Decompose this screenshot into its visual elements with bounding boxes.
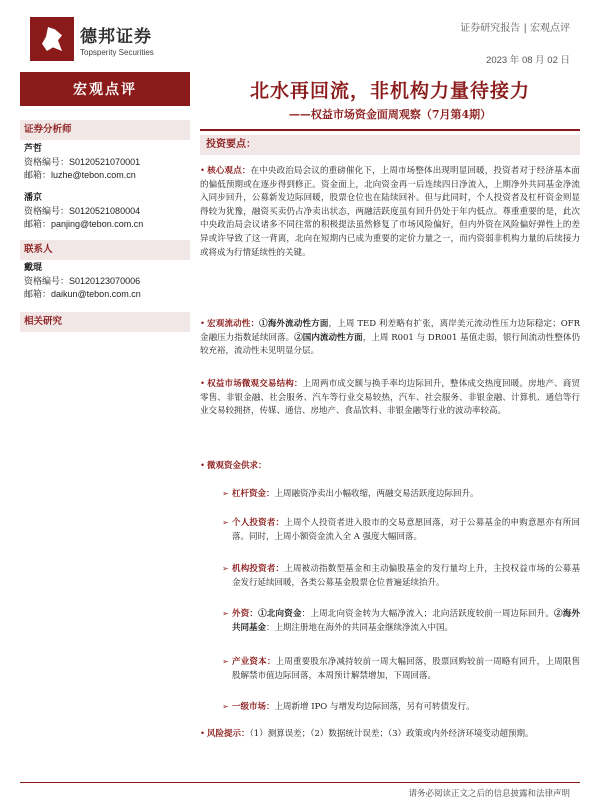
arrow-bullet-icon: ➢ <box>222 609 229 618</box>
contact-heading: 联系人 <box>20 240 190 260</box>
arrow-bullet-icon: ➢ <box>222 657 229 666</box>
macro-liquidity-paragraph: • 宏观流动性：①海外流动性方面，上周 TED 利差略有扩张，离岸美元流动性压力边际稳定；OFR 金融压力指数延续回落。②国内流动性方面，上周 R001 与 DR001 基值走弱，银行间流动性整体仍较充裕，流动性未见明显分层。 <box>200 319 580 357</box>
funds-item-institution: ➢ 机构投资者：上周被动指数型基金和主动偏股基金的发行量均上升，主投权益市场的公募基金发行延续回暖，各类公募基金股票仓位普遍延续抬升。 <box>222 564 580 588</box>
arrow-bullet-icon: ➢ <box>222 702 229 711</box>
analyst-email[interactable]: panjing@tebon.com.cn <box>51 219 144 229</box>
category-tag: 宏观点评 <box>20 72 190 106</box>
analyst-cert: S0120521080004 <box>69 206 141 216</box>
trading-structure-paragraph: • 权益市场微观交易结构：上周两市成交额与换手率均边际回升，整体成交热度回暖。房地产、商贸零售、非银金融、社会服务、汽车等行业交易较热，汽车、社会服务、非银金融、计算机、通信等行业交易较拥挤，传媒、通信、房地产、食品饮料、非银金融等行业的波动率较高。 <box>200 379 580 417</box>
related-heading: 相关研究 <box>20 312 190 332</box>
contact-email[interactable]: daikun@tebon.com.cn <box>51 289 141 299</box>
footer-divider <box>20 782 580 783</box>
points-heading: 投资要点： <box>200 135 580 155</box>
bull-logo-icon <box>30 17 74 61</box>
bullet-icon: • <box>200 461 206 471</box>
arrow-bullet-icon: ➢ <box>222 564 229 573</box>
brand-logo <box>30 17 154 61</box>
title-divider <box>200 129 580 131</box>
bullet-icon: • <box>200 166 206 176</box>
bullet-icon: • <box>200 319 206 329</box>
brand-name-en: Topsperity Securities <box>80 47 154 57</box>
analyst-cert: S0120521070001 <box>69 157 141 167</box>
bullet-icon: • <box>200 729 206 739</box>
funds-item-primary-market: ➢ 一级市场：上周新增 IPO 与增发均边际回落，另有可转债发行。 <box>222 702 475 712</box>
analyst-name: 芦哲 <box>24 144 43 154</box>
core-view-paragraph: • 核心观点：在中央政治局会议的重磅催化下，上周市场整体出现明显回暖，投资者对于经济基本面的偏低预期或在逐步得到修正。资金面上，北向资金再一后连续四日净流入，上期净外共同基金净流入同步回升，公募新发边际回暖，股票仓位也在陆续回补。但与此同时，个人投资者及杠杆资金则显得较为犹豫，融资买卖仍占净卖出状态，两融活跃度虽有回升仍处于年内低点。尊重重要的是，此次中央政治局会议诸多不同往常的积极提法虽然修复了市场风险偏好，但内外资在风险偏好弹性上的差异或许导致了这一背离，北向在短期内已成为重要的定价力量之一，而内资弱非机构力量的后续接力或将成为行情延续性的关键。 <box>200 166 580 258</box>
contact-name: 戴琨 <box>24 263 43 273</box>
analysts-heading: 证券分析师 <box>20 120 190 140</box>
arrow-bullet-icon: ➢ <box>222 489 229 498</box>
analyst-card: 芦哲 资格编号：S0120521070001 邮箱：luzhe@tebon.com.cn <box>24 144 141 180</box>
funds-heading: • 微观资金供求： <box>200 461 267 471</box>
disclaimer-note: 请务必阅读正文之后的信息披露和法律声明 <box>408 789 570 799</box>
report-type: 证券研究报告 | 宏观点评 <box>460 23 570 34</box>
arrow-bullet-icon: ➢ <box>222 518 229 527</box>
report-date: 2023 年 08 月 02 日 <box>486 55 570 66</box>
contact-cert: S0120123070006 <box>69 276 141 286</box>
analyst-card: 潘京 资格编号：S0120521080004 邮箱：panjing@tebon.com.cn <box>24 193 144 229</box>
report-title: 北水再回流，非机构力量待接力 <box>249 80 530 102</box>
brand-name: 德邦证券 <box>80 26 152 47</box>
analyst-name: 潘京 <box>24 193 43 203</box>
report-subtitle: ——权益市场资金面周观察（7月第4期） <box>288 108 492 121</box>
contact-card: 戴琨 资格编号：S0120123070006 邮箱：daikun@tebon.com.cn <box>24 263 141 299</box>
funds-item-industry-capital: ➢ 产业资本：上周重要股东净减持较前一周大幅回落，股票回购较前一周略有回升，上周限售股解禁市值边际回落，本周预计解禁增加，下周回落。 <box>222 657 580 681</box>
funds-item-individual: ➢ 个人投资者：上周个人投资者进入股市的交易意愿回落，对于公募基金的申购意愿亦有所回落。同时，上周小额资金流入全 A 强度大幅回落。 <box>222 518 580 542</box>
funds-item-foreign: ➢ 外资：①北向资金：上周北向资金转为大幅净流入；北向活跃度较前一周边际回升。②海外共同基金：上期注册地在海外的共同基金继续净流入中国。 <box>222 609 580 633</box>
analyst-email[interactable]: luzhe@tebon.com.cn <box>51 170 136 180</box>
funds-item-leverage: ➢ 杠杆资金：上周融资净卖出小幅收缩，两融交易活跃度边际回升。 <box>222 489 479 499</box>
bullet-icon: • <box>200 379 206 389</box>
risk-warning-paragraph: • 风险提示：（1）测算误差；（2）数据统计误差；（3）政策或内外经济环境变动超预期。 <box>200 729 534 739</box>
